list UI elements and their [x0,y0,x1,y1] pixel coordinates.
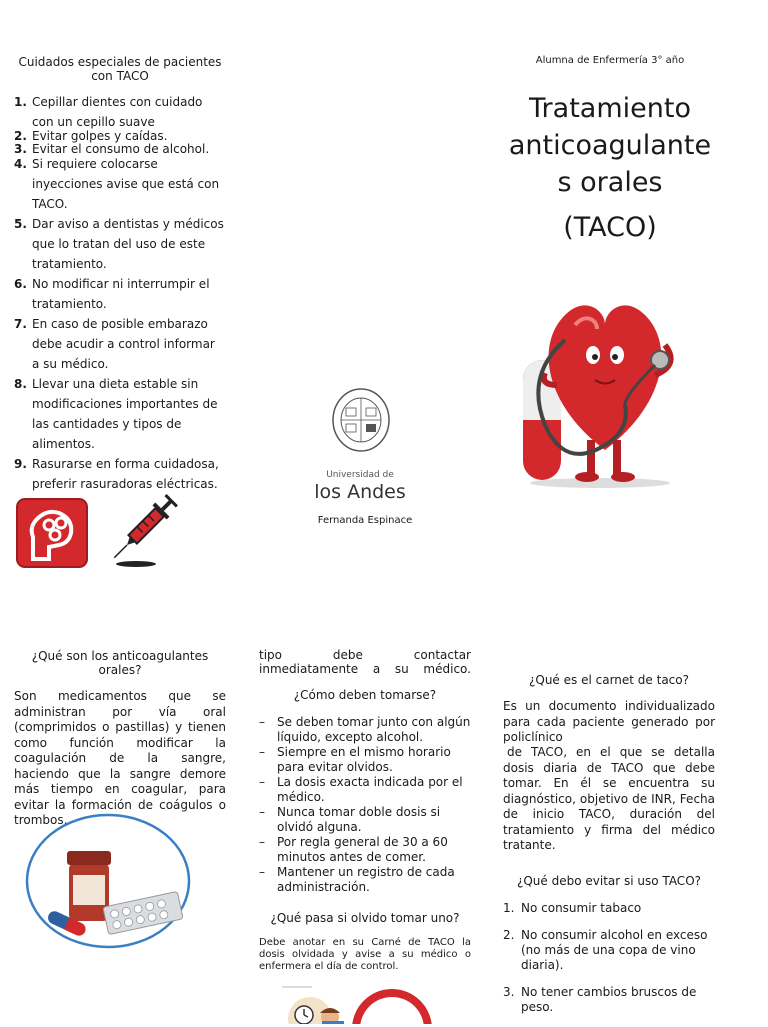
list-item: 2. Evitar golpes y caídas. [14,129,168,143]
list-item: 3. Evitar el consumo de alcohol. [14,142,210,156]
care-list [14,92,226,494]
avoid-heading: ¿Qué debo evitar si uso TACO? [516,874,702,888]
list-item: – La dosis exacta indicada por el médico. [259,775,463,804]
carnet-heading: ¿Qué es el carnet de taco? [529,673,689,687]
pills-icon [25,813,191,949]
forgot-body: Debe anotar en su Carné de TACO la dosis olvidada y avise a su médico o enfermera el día de control. [259,937,471,972]
avoid-list [503,901,715,1027]
university-name-small: Universidad de [326,470,394,480]
carnet-body-2: de TACO, en el que se detalla dosis diaria de TACO que debe tomar. En él se encuentra su diagnóstico, objetivo de INR, Fecha de inicio TACO, duración del tratamiento y firma del médico tratante. [503,745,715,852]
heart-stethoscope-icon [505,285,705,490]
list-item: 4. Si requiere colocarse inyecciones avise que está con TACO. [14,157,220,211]
list-item: 5. Dar aviso a dentistas y médicos que lo tratan del uso de este tratamiento. [14,217,224,271]
list-item: 7. En caso de posible embarazo debe acudir a control informar a su médico. [14,317,215,371]
university-seal-icon [331,388,391,452]
shaver-icon [15,497,89,569]
list-item: 8. Llevar una dieta estable sin modificaciones importantes de las cantidades y tipos de alimentos. [14,377,218,451]
anticoag-body: Son medicamentos que se administran por vía oral (comprimidos o pastillas) y tienen como función modificar la coagulación de la sangre, haciendo que la sangre demore más tiempo en coagular, para evitar la formación de coágulos o trombos. [14,689,226,827]
list-item: 1. No consumir tabaco [503,901,642,915]
list-item: 1. Cepillar dientes con cuidado con un cepillo suave [14,95,203,129]
anticoag-heading: ¿Qué son los anticoagulantes orales? [31,649,209,677]
list-item: – Nunca tomar doble dosis si olvidó alguna. [259,805,441,834]
carry-text: tipo debe contactar inmediatamente a su médico. [259,648,471,676]
list-item: – Mantener un registro de cada administración. [259,865,455,894]
list-item: – Se deben tomar junto con algún líquido, excepto alcohol. [259,715,471,744]
forgot-heading: ¿Qué pasa si olvido tomar uno? [270,911,460,925]
cover-title: Tratamiento anticoagulante s orales (TACO) [508,93,712,243]
list-item: 9. Rasurarse en forma cuidadosa, preferir rasuradoras eléctricas. [14,457,219,491]
list-item: 2. No consumir alcohol en exceso (no más de una copa de vino diaria). [503,928,708,972]
cover-subtitle: Alumna de Enfermería 3° año [535,55,685,66]
list-item: 6. No modificar ni interrumpir el tratamiento. [14,277,210,311]
syringe-icon [108,488,180,570]
list-item: 3. No tener cambios bruscos de peso. [503,985,697,1014]
author-name: Fernanda Espinace [317,515,413,526]
carnet-body-1: Es un documento individualizado para cada paciente generado por policlínico [503,699,715,744]
list-item: – Por regla general de 30 a 60 minutos antes de comer. [259,835,448,864]
care-heading: Cuidados especiales de pacientes con TACO [18,55,222,83]
how-list [259,715,471,895]
clock-illustration-icon [282,985,432,1024]
university-name: los Andes [314,481,406,503]
how-heading: ¿Cómo deben tomarse? [293,688,437,702]
list-item: – Siempre en el mismo horario para evitar olvidos. [259,745,451,774]
